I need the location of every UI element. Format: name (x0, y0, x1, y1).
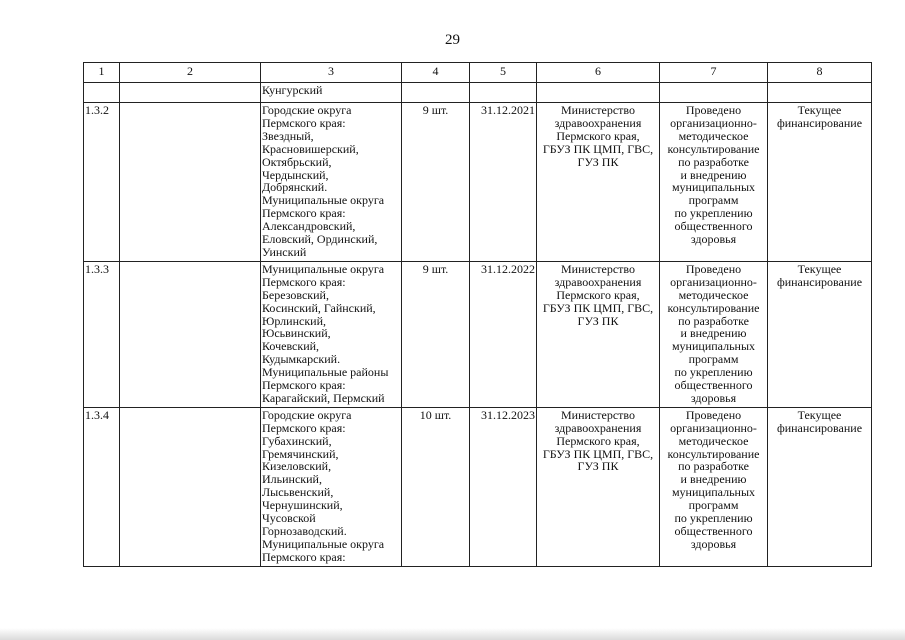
district-line: Городские округа (262, 407, 352, 422)
header-cell-5: 5 (470, 63, 537, 83)
result-line: Проведено (685, 103, 742, 117)
district-line: Гремячинский, (262, 446, 339, 461)
executor-line: Пермского края, (556, 128, 640, 143)
result-line: и внедрению (680, 472, 747, 487)
continuation-col8-cell (768, 83, 872, 103)
district-line: Юсьвинский, (262, 326, 331, 341)
executor-line: Пермского края, (556, 287, 640, 302)
executor-line: ГБУЗ ПК ЦМП, ГВС, (542, 300, 654, 315)
header-cell-3: 3 (261, 63, 402, 83)
continuation-districts-cell (261, 83, 402, 103)
districts-cell (261, 103, 402, 262)
executor-line: ГБУЗ ПК ЦМП, ГВС, (542, 141, 654, 156)
executors-cell (537, 103, 660, 262)
district-line: Карагайский, Пермский (262, 390, 385, 405)
result-line: Проведено (685, 261, 742, 276)
header-cell-2: 2 (120, 63, 261, 83)
funding-cell (768, 103, 872, 262)
continuation-col6-cell (537, 83, 660, 103)
header-cell-4: 4 (402, 63, 470, 83)
scan-edge-shadow (0, 628, 905, 640)
col2-cell (120, 261, 261, 407)
quantity-cell: 9 шт. (402, 103, 470, 262)
result-line: по разработке (678, 313, 749, 328)
district-line: Пермского края: (262, 115, 346, 130)
executor-line: ГУЗ ПК (577, 154, 619, 169)
district-line: Чердынский, (262, 167, 329, 182)
district-line: Кизеловский, (262, 459, 332, 474)
executor-line: Министерство (561, 407, 635, 422)
executors-cell (537, 407, 660, 566)
result-line: общественного (674, 524, 753, 538)
district-line: Красновишерский, (262, 141, 359, 156)
funding-line: финансирование (776, 115, 863, 130)
district-line: Кудымкарский. (262, 352, 341, 367)
result-line: муниципальных (671, 339, 756, 354)
result-line: методическое (678, 128, 749, 143)
result-line: и внедрению (680, 326, 747, 341)
result-line: по укреплению (674, 206, 753, 221)
funding-line: финансирование (776, 274, 863, 289)
district-line: Октябрьский, (262, 154, 332, 169)
continuation-col7-cell (660, 83, 768, 103)
executor-line: ГУЗ ПК (577, 313, 619, 328)
district-line: Губахинский, (262, 433, 332, 448)
district-line: Муниципальные округа (262, 193, 385, 208)
continuation-district-line: Кунгурский (262, 83, 323, 97)
page-number: 29 (445, 32, 460, 48)
executor-line: здравоохранения (554, 420, 642, 435)
quantity-cell: 10 шт. (402, 407, 470, 566)
executor-line: здравоохранения (554, 274, 642, 289)
result-line: общественного (674, 378, 753, 393)
executor-line: ГУЗ ПК (577, 459, 619, 474)
district-line: Добрянский. (262, 180, 328, 195)
result-line: общественного (674, 219, 753, 234)
row-number-cell: 1.3.3 (84, 261, 120, 407)
district-line: Уинский (262, 244, 307, 259)
funding-line: Текущее (797, 407, 842, 422)
header-cell-6: 6 (537, 63, 660, 83)
result-line: по разработке (678, 154, 749, 169)
funding-line: Текущее (797, 103, 842, 117)
result-line: по укреплению (674, 365, 753, 380)
table-row (84, 407, 872, 566)
continuation-row (84, 83, 872, 103)
district-line: Чусовской (262, 511, 316, 526)
executors-cell (537, 261, 660, 407)
district-line: Пермского края: (262, 549, 346, 564)
continuation-col2-cell (120, 83, 261, 103)
district-line: Юрлинский, (262, 313, 327, 328)
district-line: Муниципальные округа (262, 536, 385, 551)
row-number-cell: 1.3.2 (84, 103, 120, 262)
executor-line: Министерство (561, 103, 635, 117)
deadline-cell: 31.12.2023 (470, 407, 537, 566)
district-line: Звездный, (262, 128, 314, 143)
continuation-col5-cell (470, 83, 537, 103)
result-cell (660, 407, 768, 566)
district-line: Пермского края: (262, 274, 346, 289)
districts-cell (261, 407, 402, 566)
plan-table (83, 62, 872, 567)
result-cell (660, 261, 768, 407)
result-line: программ (688, 498, 739, 513)
col2-cell (120, 407, 261, 566)
executor-line: ГБУЗ ПК ЦМП, ГВС, (542, 446, 654, 461)
header-cell-1: 1 (84, 63, 120, 83)
result-line: методическое (678, 433, 749, 448)
header-cell-7: 7 (660, 63, 768, 83)
district-line: Чернушинский, (262, 498, 343, 513)
result-line: организационно- (670, 274, 757, 289)
result-line: консультирование (667, 141, 760, 156)
result-line: консультирование (667, 446, 760, 461)
district-line: Косинский, Гайнский, (262, 300, 376, 315)
district-line: Березовский, (262, 287, 329, 302)
district-line: Кочевский, (262, 339, 320, 354)
funding-line: финансирование (776, 420, 863, 435)
result-line: программ (688, 352, 739, 367)
deadline-cell: 31.12.2022 (470, 261, 537, 407)
district-line: Муниципальные районы (262, 365, 389, 380)
funding-line: Текущее (797, 261, 842, 276)
row-number-cell: 1.3.4 (84, 407, 120, 566)
col2-cell (120, 103, 261, 262)
result-cell (660, 103, 768, 262)
result-line: организационно- (670, 420, 757, 435)
header-cell-8: 8 (768, 63, 872, 83)
funding-cell (768, 407, 872, 566)
continuation-col4-cell (402, 83, 470, 103)
district-line: Муниципальные округа (262, 261, 385, 276)
district-line: Пермского края: (262, 378, 346, 393)
result-line: по укреплению (674, 511, 753, 526)
district-line: Ильинский, (262, 472, 322, 487)
district-line: Пермского края: (262, 420, 346, 435)
districts-cell (261, 261, 402, 407)
district-line: Лысьвенский, (262, 485, 334, 500)
district-line: Александровский, (262, 219, 356, 234)
quantity-cell: 9 шт. (402, 261, 470, 407)
executor-line: здравоохранения (554, 115, 642, 130)
funding-cell (768, 261, 872, 407)
executor-line: Пермского края, (556, 433, 640, 448)
district-line: Городские округа (262, 103, 352, 117)
deadline-cell: 31.12.2021 (470, 103, 537, 262)
table-row (84, 261, 872, 407)
header-row (84, 63, 872, 83)
result-line: программ (688, 193, 739, 208)
continuation-num-cell (84, 83, 120, 103)
executor-line: Министерство (561, 261, 635, 276)
district-line: Пермского края: (262, 206, 346, 221)
table-row (84, 103, 872, 262)
result-line: консультирование (667, 300, 760, 315)
result-line: методическое (678, 287, 749, 302)
result-line: муниципальных (671, 180, 756, 195)
result-line: здоровья (690, 536, 737, 551)
result-line: и внедрению (680, 167, 747, 182)
result-line: здоровья (690, 390, 737, 405)
result-line: организационно- (670, 115, 757, 130)
district-line: Еловский, Ординский, (262, 232, 378, 247)
district-line: Горнозаводский. (262, 524, 347, 538)
result-line: муниципальных (671, 485, 756, 500)
result-line: здоровья (690, 232, 737, 247)
result-line: по разработке (678, 459, 749, 474)
result-line: Проведено (685, 407, 742, 422)
